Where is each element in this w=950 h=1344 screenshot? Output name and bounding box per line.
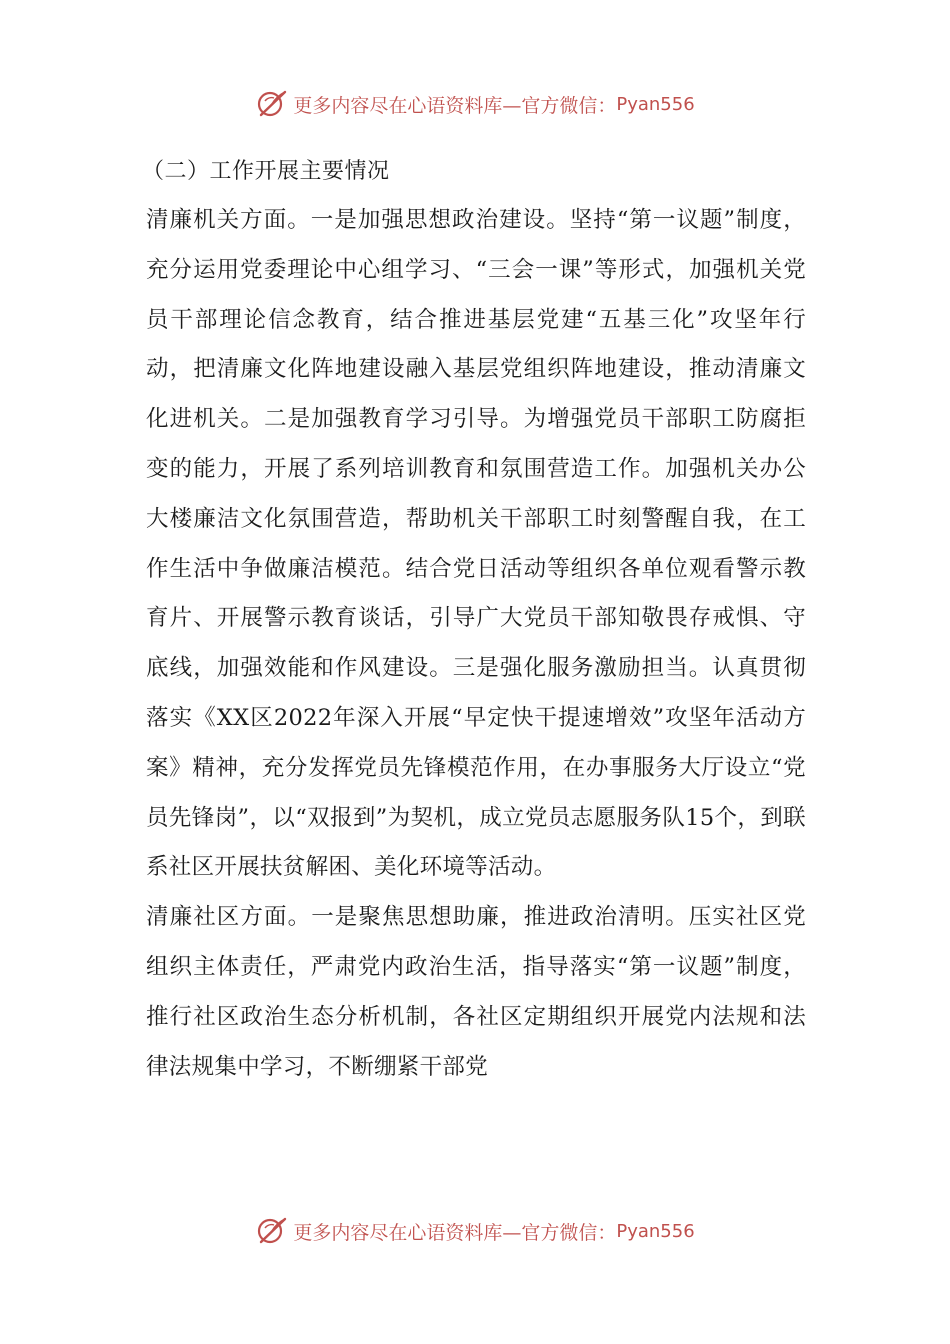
watermark-wechat-id: Pyan556 — [616, 1220, 695, 1242]
header-watermark — [0, 84, 950, 124]
paragraph-clean-communities: 清廉社区方面。一是聚焦思想助廉，推进政治清明。压实社区党组织主体责任，严肃党内政治生活，指导落实“第一议题”制度，推行社区政治生态分析机制，各社区定期组织开展党内法规和法律法规集中学习，不断绷紧干部党 — [146, 904, 806, 1080]
document-body — [142, 148, 806, 1092]
watermark-text: 更多内容尽在心语资料库—官方微信： — [293, 1221, 617, 1244]
footer-watermark — [0, 1211, 950, 1251]
quill-pen-logo-icon — [255, 1216, 289, 1246]
section-heading: （二）工作开展主要情况 — [142, 159, 390, 184]
watermark-text: 更多内容尽在心语资料库—官方微信： — [293, 94, 617, 117]
watermark-wechat-id: Pyan556 — [616, 93, 695, 115]
paragraph-clean-agencies: 清廉机关方面。一是加强思想政治建设。坚持“第一议题”制度，充分运用党委理论中心组学习、“三会一课”等形式，加强机关党员干部理论信念教育，结合推进基层党建“五基三化”攻坚年行动，把清廉文化阵地建设融入基层党组织阵地建设，推动清廉文化进机关。二是加强教育学习引导。为增强党员干部职工防腐拒变的能力，开展了系列培训教育和氛围营造工作。加强机关办公大楼廉洁文化氛围营造，帮助机关干部职工时刻警醒自我，在工作生活中争做廉洁模范。结合党日活动等组织各单位观看警示教育片、开展警示教育谈话，引导广大党员干部知敬畏存戒惧、守底线，加强效能和作风建设。三是强化服务激励担当。认真贯彻落实《XX区2022年深入开展“早定快干提速增效”攻坚年活动方案》精神，充分发挥党员先锋模范作用，在办事服务大厅设立“党员先锋岗”，以“双报到”为契机，成立党员志愿服务队15个，到联系社区开展扶贫解困、美化环境等活动。 — [146, 207, 806, 881]
quill-pen-logo-icon — [255, 89, 289, 119]
